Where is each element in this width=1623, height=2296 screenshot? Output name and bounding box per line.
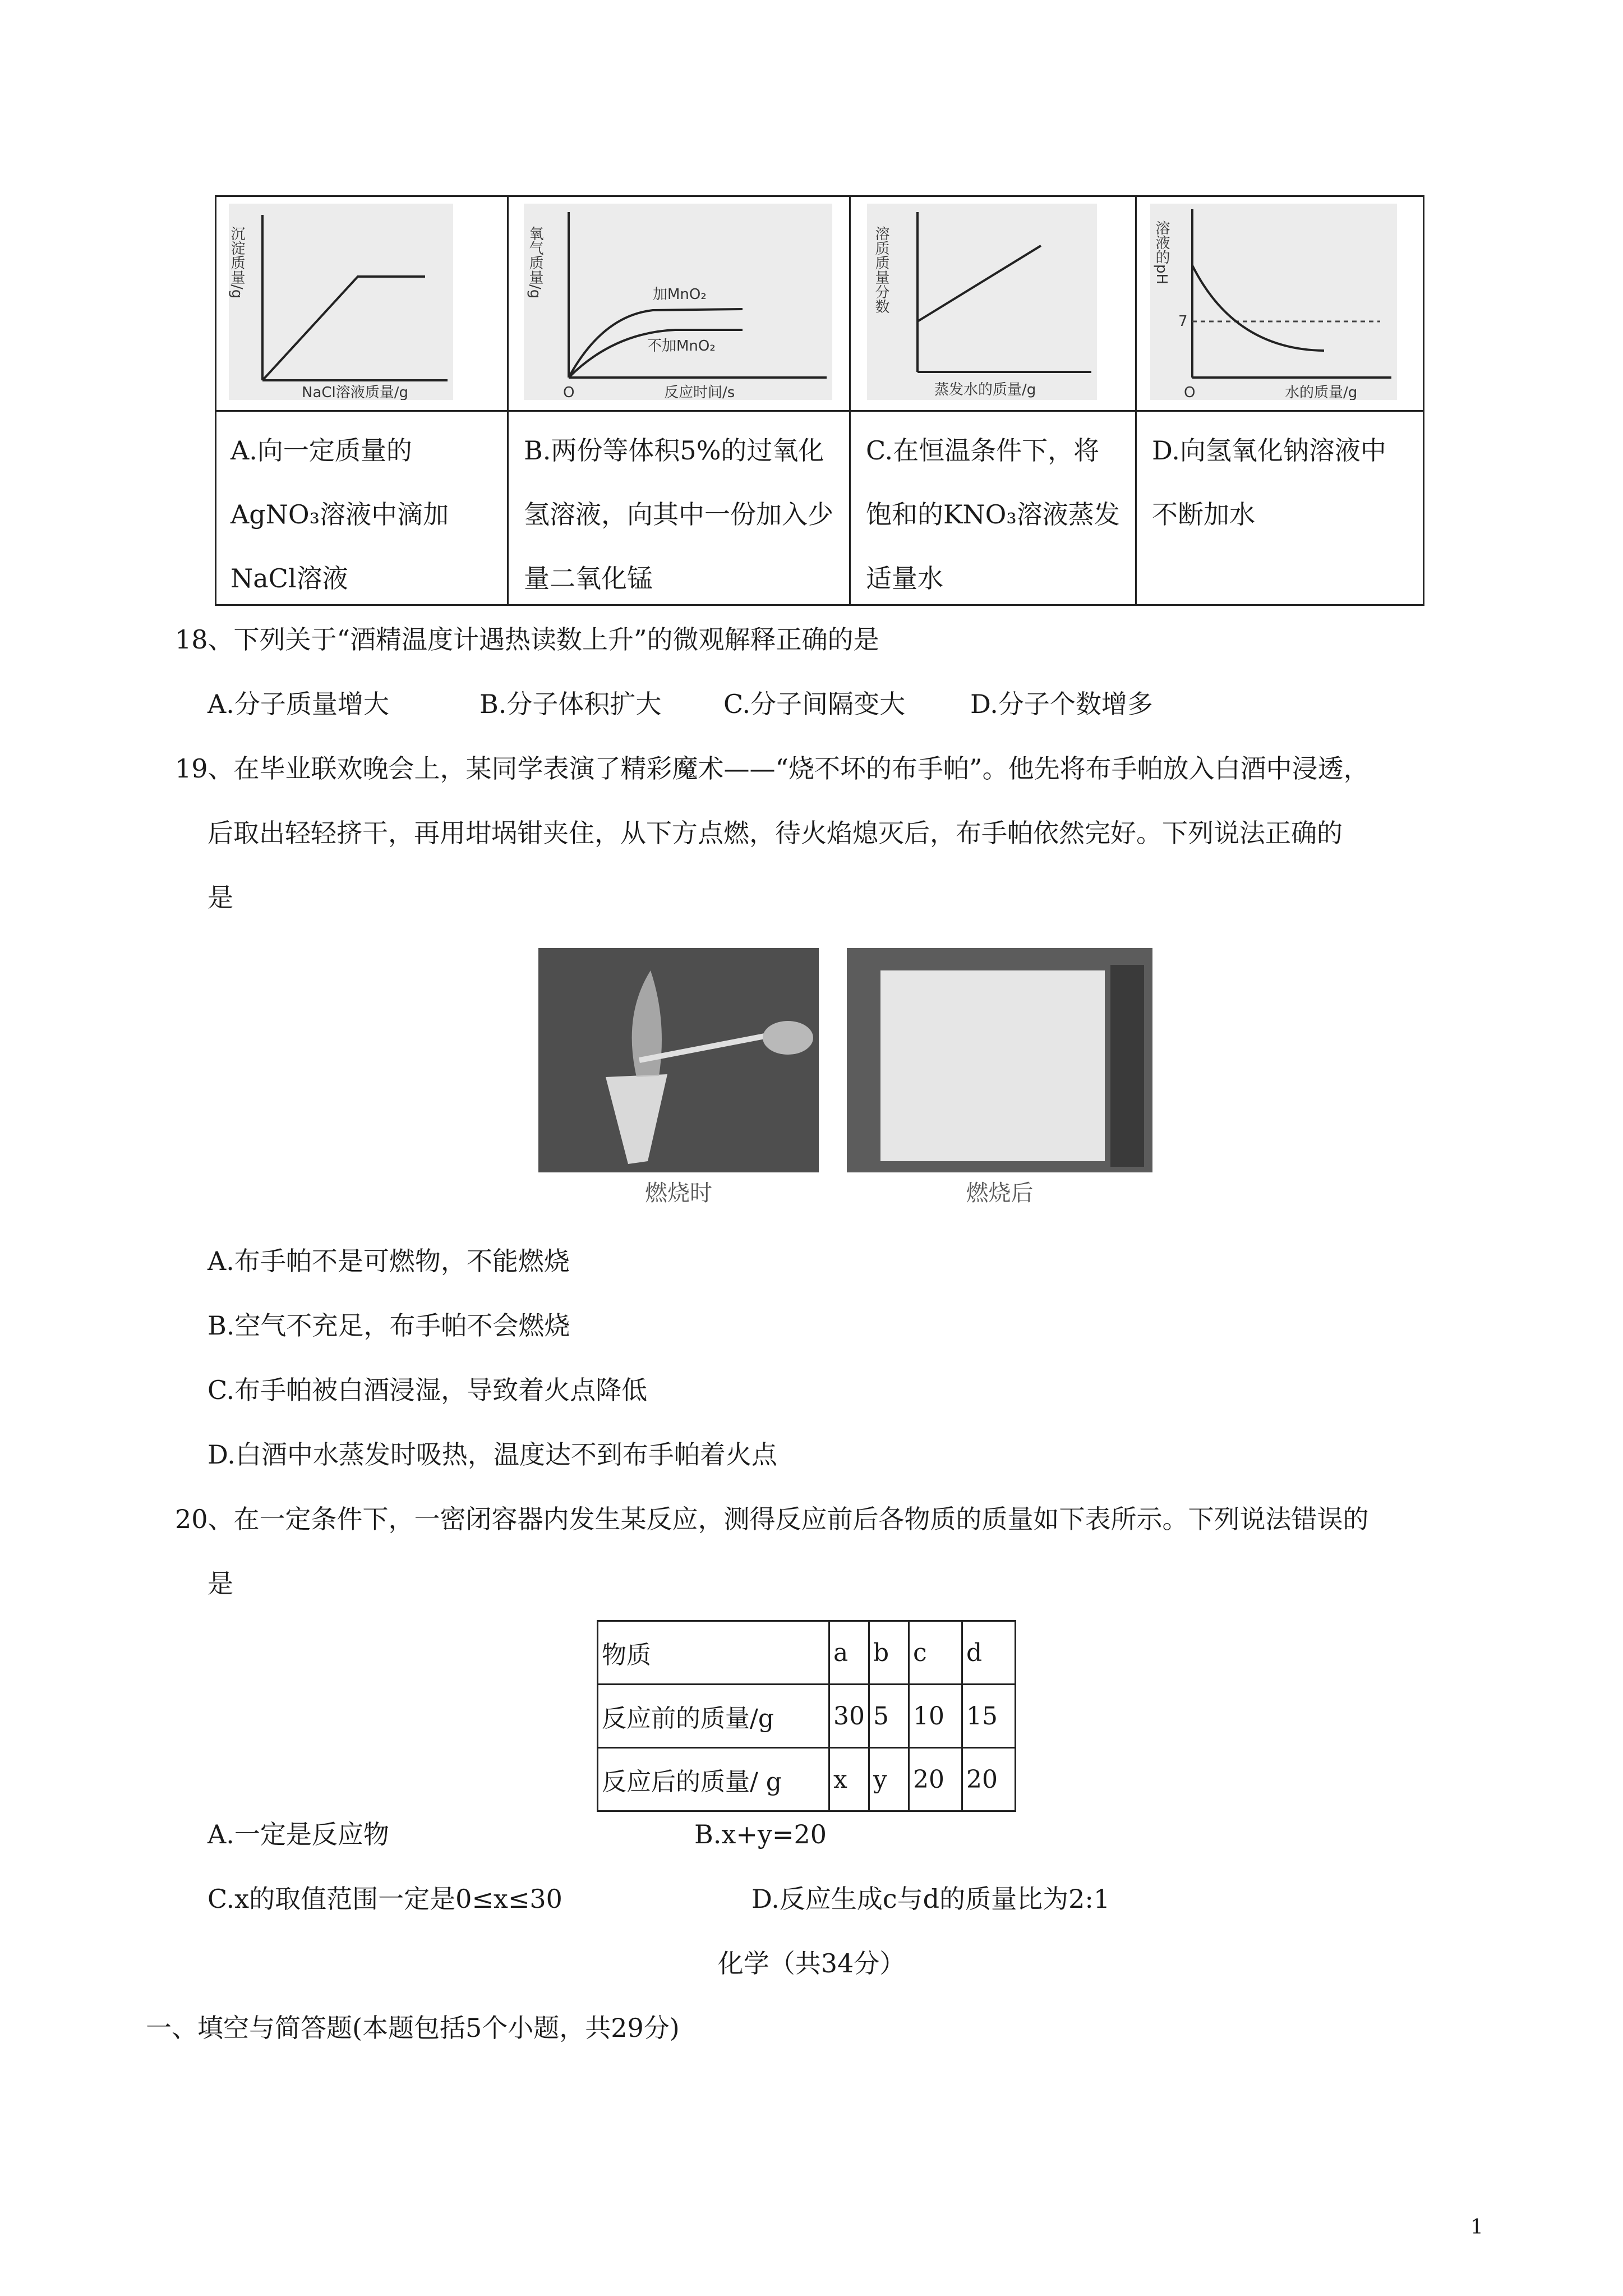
graph-b-ylabel: 氧气质量/g xyxy=(527,226,543,299)
table-cell: 反应后的质量/ g xyxy=(598,1748,829,1811)
q20-stem-line1: 20、在一定条件下，一密闭容器内发生某反应，测得反应前后各物质的质量如下表所示。下列说法错误的 xyxy=(175,1504,1369,1534)
graph-b xyxy=(524,204,832,400)
table-cell: d xyxy=(962,1621,1016,1685)
graph-c-xlabel: 蒸发水的质量/g xyxy=(934,381,1036,398)
q19-option-d: D.白酒中水蒸发时吸热，温度达不到布手帕着火点 xyxy=(208,1439,777,1470)
section-title: 化学（共34分） xyxy=(717,1948,906,1978)
page-number: 1 xyxy=(1470,2216,1483,2239)
table-cell: b xyxy=(869,1621,909,1685)
table-cell: 30 xyxy=(829,1685,869,1748)
mass-data-table xyxy=(597,1620,1016,1812)
q18-stem: 18、下列关于“酒精温度计遇热读数上升”的微观解释正确的是 xyxy=(175,624,879,655)
table-divider xyxy=(1135,197,1137,604)
q19-stem-line3: 是 xyxy=(208,882,233,913)
q19-option-b: B.空气不充足，布手帕不会燃烧 xyxy=(208,1310,570,1341)
q19-option-c: C.布手帕被白酒浸湿，导致着火点降低 xyxy=(208,1375,648,1405)
q20-option-c: C.x的取值范围一定是0≤x≤30 xyxy=(208,1884,562,1914)
table-cell: 15 xyxy=(962,1685,1016,1748)
table-cell: y xyxy=(869,1748,909,1811)
table-cell: x xyxy=(829,1748,869,1811)
graph-b-origin: O xyxy=(563,384,575,400)
graph-b-caption: B.两份等体积5%的过氧化氢溶液，向其中一份加入少量二氧化锰 xyxy=(524,435,833,593)
graph-d-xlabel: 水的质量/g xyxy=(1285,384,1358,400)
graph-a-ylabel: 沉淀质量/g xyxy=(229,226,245,299)
graph-options-table xyxy=(215,195,1424,606)
q19-option-a: A.布手帕不是可燃物，不能燃烧 xyxy=(208,1246,570,1276)
table-divider xyxy=(849,197,851,604)
graph-b-curve-lower-label: 不加MnO₂ xyxy=(647,338,716,355)
table-row xyxy=(598,1748,1016,1811)
graph-d-origin: O xyxy=(1184,384,1196,400)
q20-option-a: A.一定是反应物 xyxy=(208,1819,389,1849)
q18-option-b: B.分子体积扩大 xyxy=(479,689,662,719)
photo1-caption: 燃烧时 xyxy=(645,1180,712,1206)
table-cell: 5 xyxy=(869,1685,909,1748)
graph-b-xlabel: 反应时间/s xyxy=(664,384,735,400)
q20-option-b: B.x+y=20 xyxy=(694,1819,827,1849)
table-cell: 20 xyxy=(909,1748,962,1811)
table-cell: 物质 xyxy=(598,1621,829,1685)
q18-option-d: D.分子个数增多 xyxy=(970,689,1153,719)
burning-handkerchief-photo xyxy=(538,948,819,1172)
q20-stem-line2: 是 xyxy=(208,1568,233,1599)
table-cell: a xyxy=(829,1621,869,1685)
table-divider xyxy=(507,197,509,604)
graph-c xyxy=(867,204,1097,400)
table-cell: 10 xyxy=(909,1685,962,1748)
graph-c-ylabel: 溶质质量分数 xyxy=(873,226,889,314)
graph-a-xlabel: NaCl溶液质量/g xyxy=(302,384,409,400)
section-heading: 一、填空与简答题(本题包括5个小题，共29分) xyxy=(146,2013,680,2043)
q18-option-c: C.分子间隔变大 xyxy=(723,689,906,719)
graph-b-curve-upper-label: 加MnO₂ xyxy=(653,286,707,303)
graph-d-caption: D.向氢氧化钠溶液中不断加水 xyxy=(1152,435,1386,530)
q19-stem-line2: 后取出轻轻挤干，再用坩埚钳夹住，从下方点燃，待火焰熄灭后，布手帕依然完好。下列说法正确的 xyxy=(208,818,1343,848)
table-row xyxy=(598,1685,1016,1748)
graph-d xyxy=(1150,204,1397,400)
photo2-caption: 燃烧后 xyxy=(966,1180,1034,1206)
graph-a xyxy=(229,204,453,400)
table-cell: 20 xyxy=(962,1748,1016,1811)
q20-option-d: D.反应生成c与d的质量比为2:1 xyxy=(751,1884,1110,1914)
q18-option-a: A.分子质量增大 xyxy=(208,689,389,719)
graph-c-caption: C.在恒温条件下，将饱和的KNO₃溶液蒸发适量水 xyxy=(866,435,1120,593)
graph-d-ytick: 7 xyxy=(1178,313,1188,330)
table-cell: c xyxy=(909,1621,962,1685)
table-cell: 反应前的质量/g xyxy=(598,1685,829,1748)
intact-handkerchief-photo xyxy=(847,948,1152,1172)
graph-d-ylabel: 溶液的pH xyxy=(1153,220,1170,285)
table-row xyxy=(598,1621,1016,1685)
q19-stem-line1: 19、在毕业联欢晚会上，某同学表演了精彩魔术——“烧不坏的布手帕”。他先将布手帕放入白酒中浸透， xyxy=(175,753,1370,784)
table-row-divider xyxy=(216,410,1423,412)
graph-a-caption: A.向一定质量的AgNO₃溶液中滴加NaCl溶液 xyxy=(230,435,449,593)
